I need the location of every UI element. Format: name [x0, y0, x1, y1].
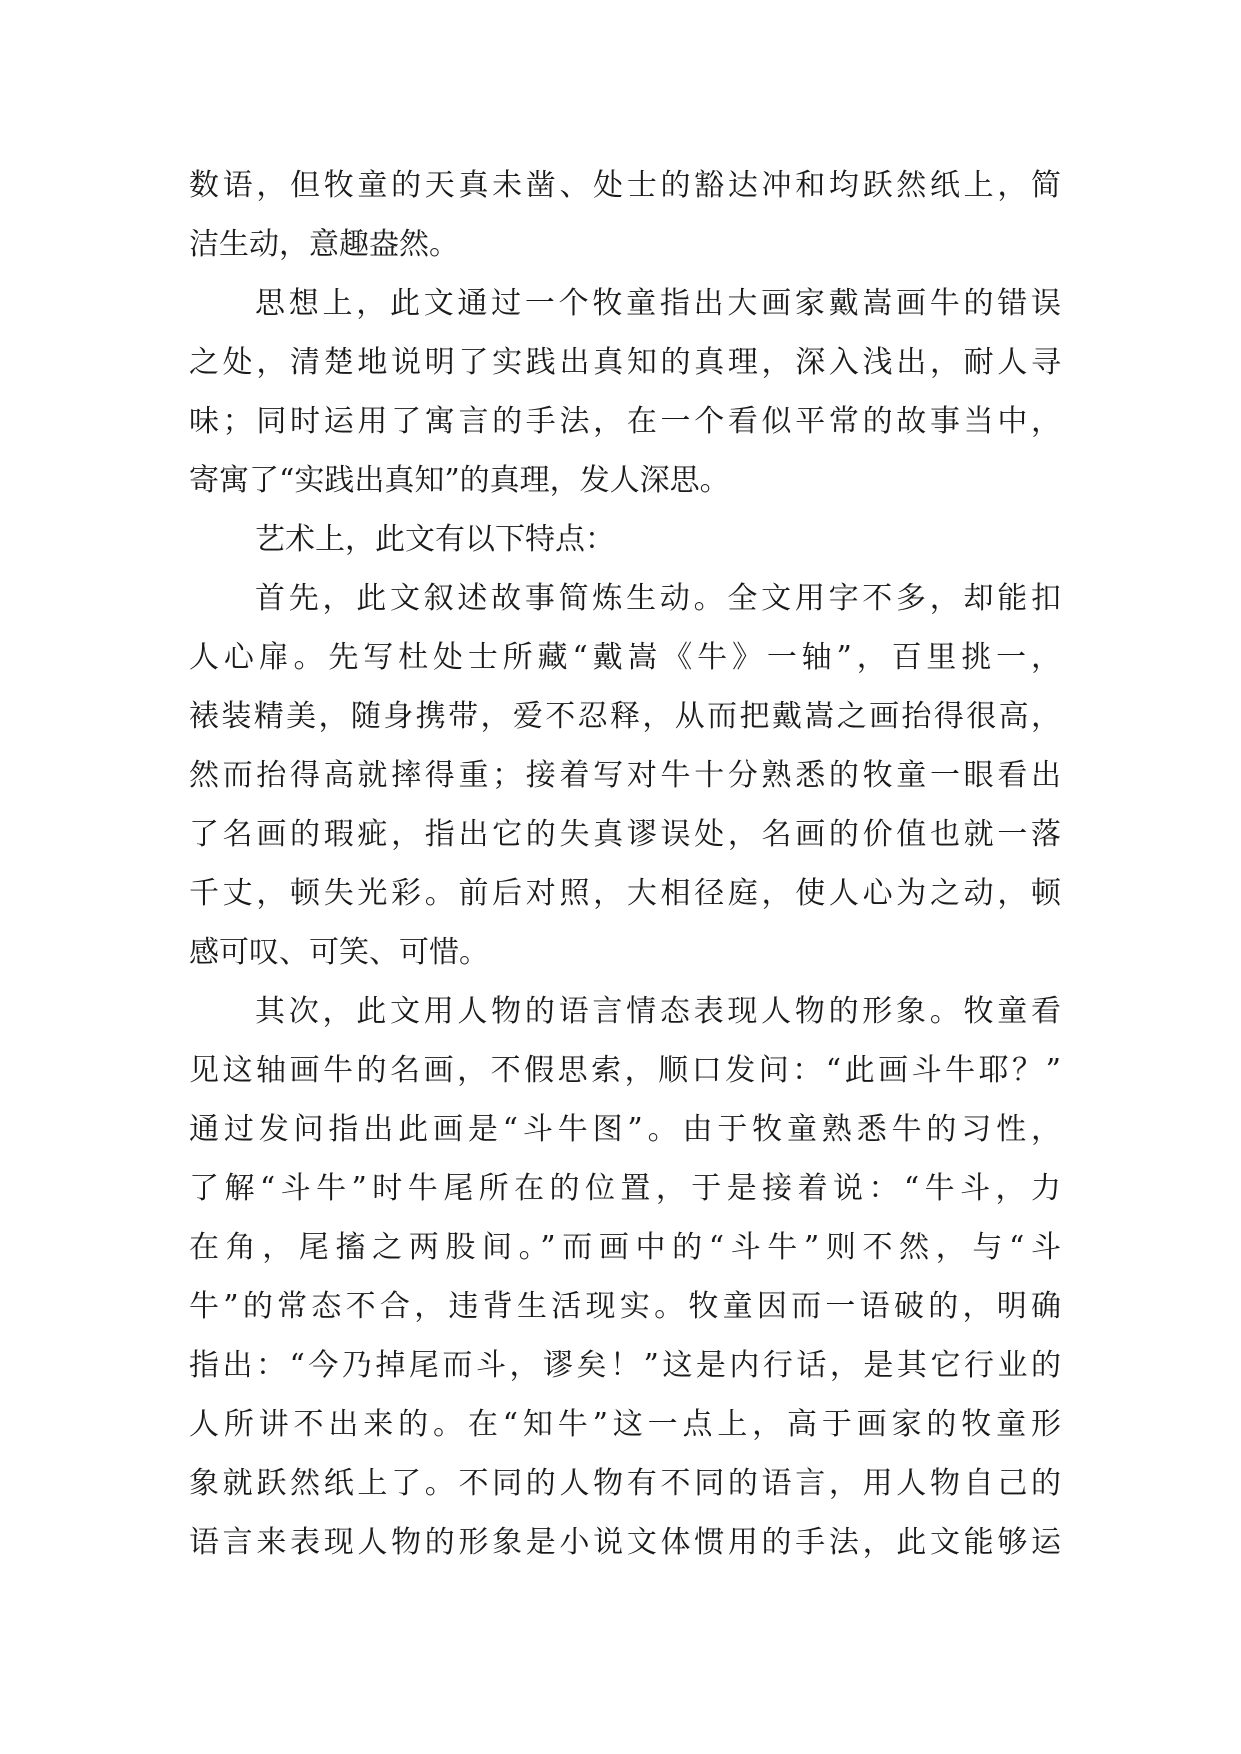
text-line: 洁生动，意趣盎然。 [189, 227, 459, 262]
text-line: 见这轴画牛的名画，不假思索，顺口发问：“此画斗牛耶？” [189, 1053, 1061, 1088]
text-line: 之处，清楚地说明了实践出真知的真理，深入浅出，耐人寻 [189, 345, 1061, 380]
text-line: 通过发问指出此画是“斗牛图”。由于牧童熟悉牛的习性， [189, 1112, 1061, 1147]
text-line: 数语，但牧童的天真未凿、处士的豁达冲和均跃然纸上，简 [189, 168, 1061, 203]
text-line: 然而抬得高就摔得重；接着写对牛十分熟悉的牧童一眼看出 [189, 758, 1061, 793]
text-line: 裱装精美，随身携带，爱不忍释，从而把戴嵩之画抬得很高， [189, 699, 1061, 734]
paragraph-first-line: 其次，此文用人物的语言情态表现人物的形象。牧童看 [255, 994, 1061, 1029]
text-line: 人心扉。先写杜处士所藏“戴嵩《牛》一轴”，百里挑一， [189, 640, 1061, 675]
text-line: 了名画的瑕疵，指出它的失真谬误处，名画的价值也就一落 [189, 817, 1061, 852]
text-line: 指出：“今乃掉尾而斗，谬矣！”这是内行话，是其它行业的 [189, 1348, 1061, 1383]
text-line: 味；同时运用了寓言的手法，在一个看似平常的故事当中， [189, 404, 1061, 439]
text-line: 牛”的常态不合，违背生活现实。牧童因而一语破的，明确 [189, 1289, 1061, 1324]
paragraph-first-line: 艺术上，此文有以下特点： [255, 522, 615, 557]
text-line: 语言来表现人物的形象是小说文体惯用的手法，此文能够运 [189, 1525, 1061, 1560]
paragraph-first-line: 思想上，此文通过一个牧童指出大画家戴嵩画牛的错误 [255, 286, 1061, 321]
text-line: 象就跃然纸上了。不同的人物有不同的语言，用人物自己的 [189, 1466, 1061, 1501]
text-line: 千丈，顿失光彩。前后对照，大相径庭，使人心为之动，顿 [189, 876, 1061, 911]
paragraph-first-line: 首先，此文叙述故事简炼生动。全文用字不多，却能扣 [255, 581, 1061, 616]
text-line: 寄寓了“实践出真知”的真理，发人深思。 [189, 463, 730, 498]
text-line: 感可叹、可笑、可惜。 [189, 935, 489, 970]
text-line: 人所讲不出来的。在“知牛”这一点上，高于画家的牧童形 [189, 1407, 1061, 1442]
text-line: 在角，尾搐之两股间。”而画中的“斗牛”则不然，与“斗 [189, 1230, 1061, 1265]
text-line: 了解“斗牛”时牛尾所在的位置，于是接着说：“牛斗，力 [189, 1171, 1061, 1206]
